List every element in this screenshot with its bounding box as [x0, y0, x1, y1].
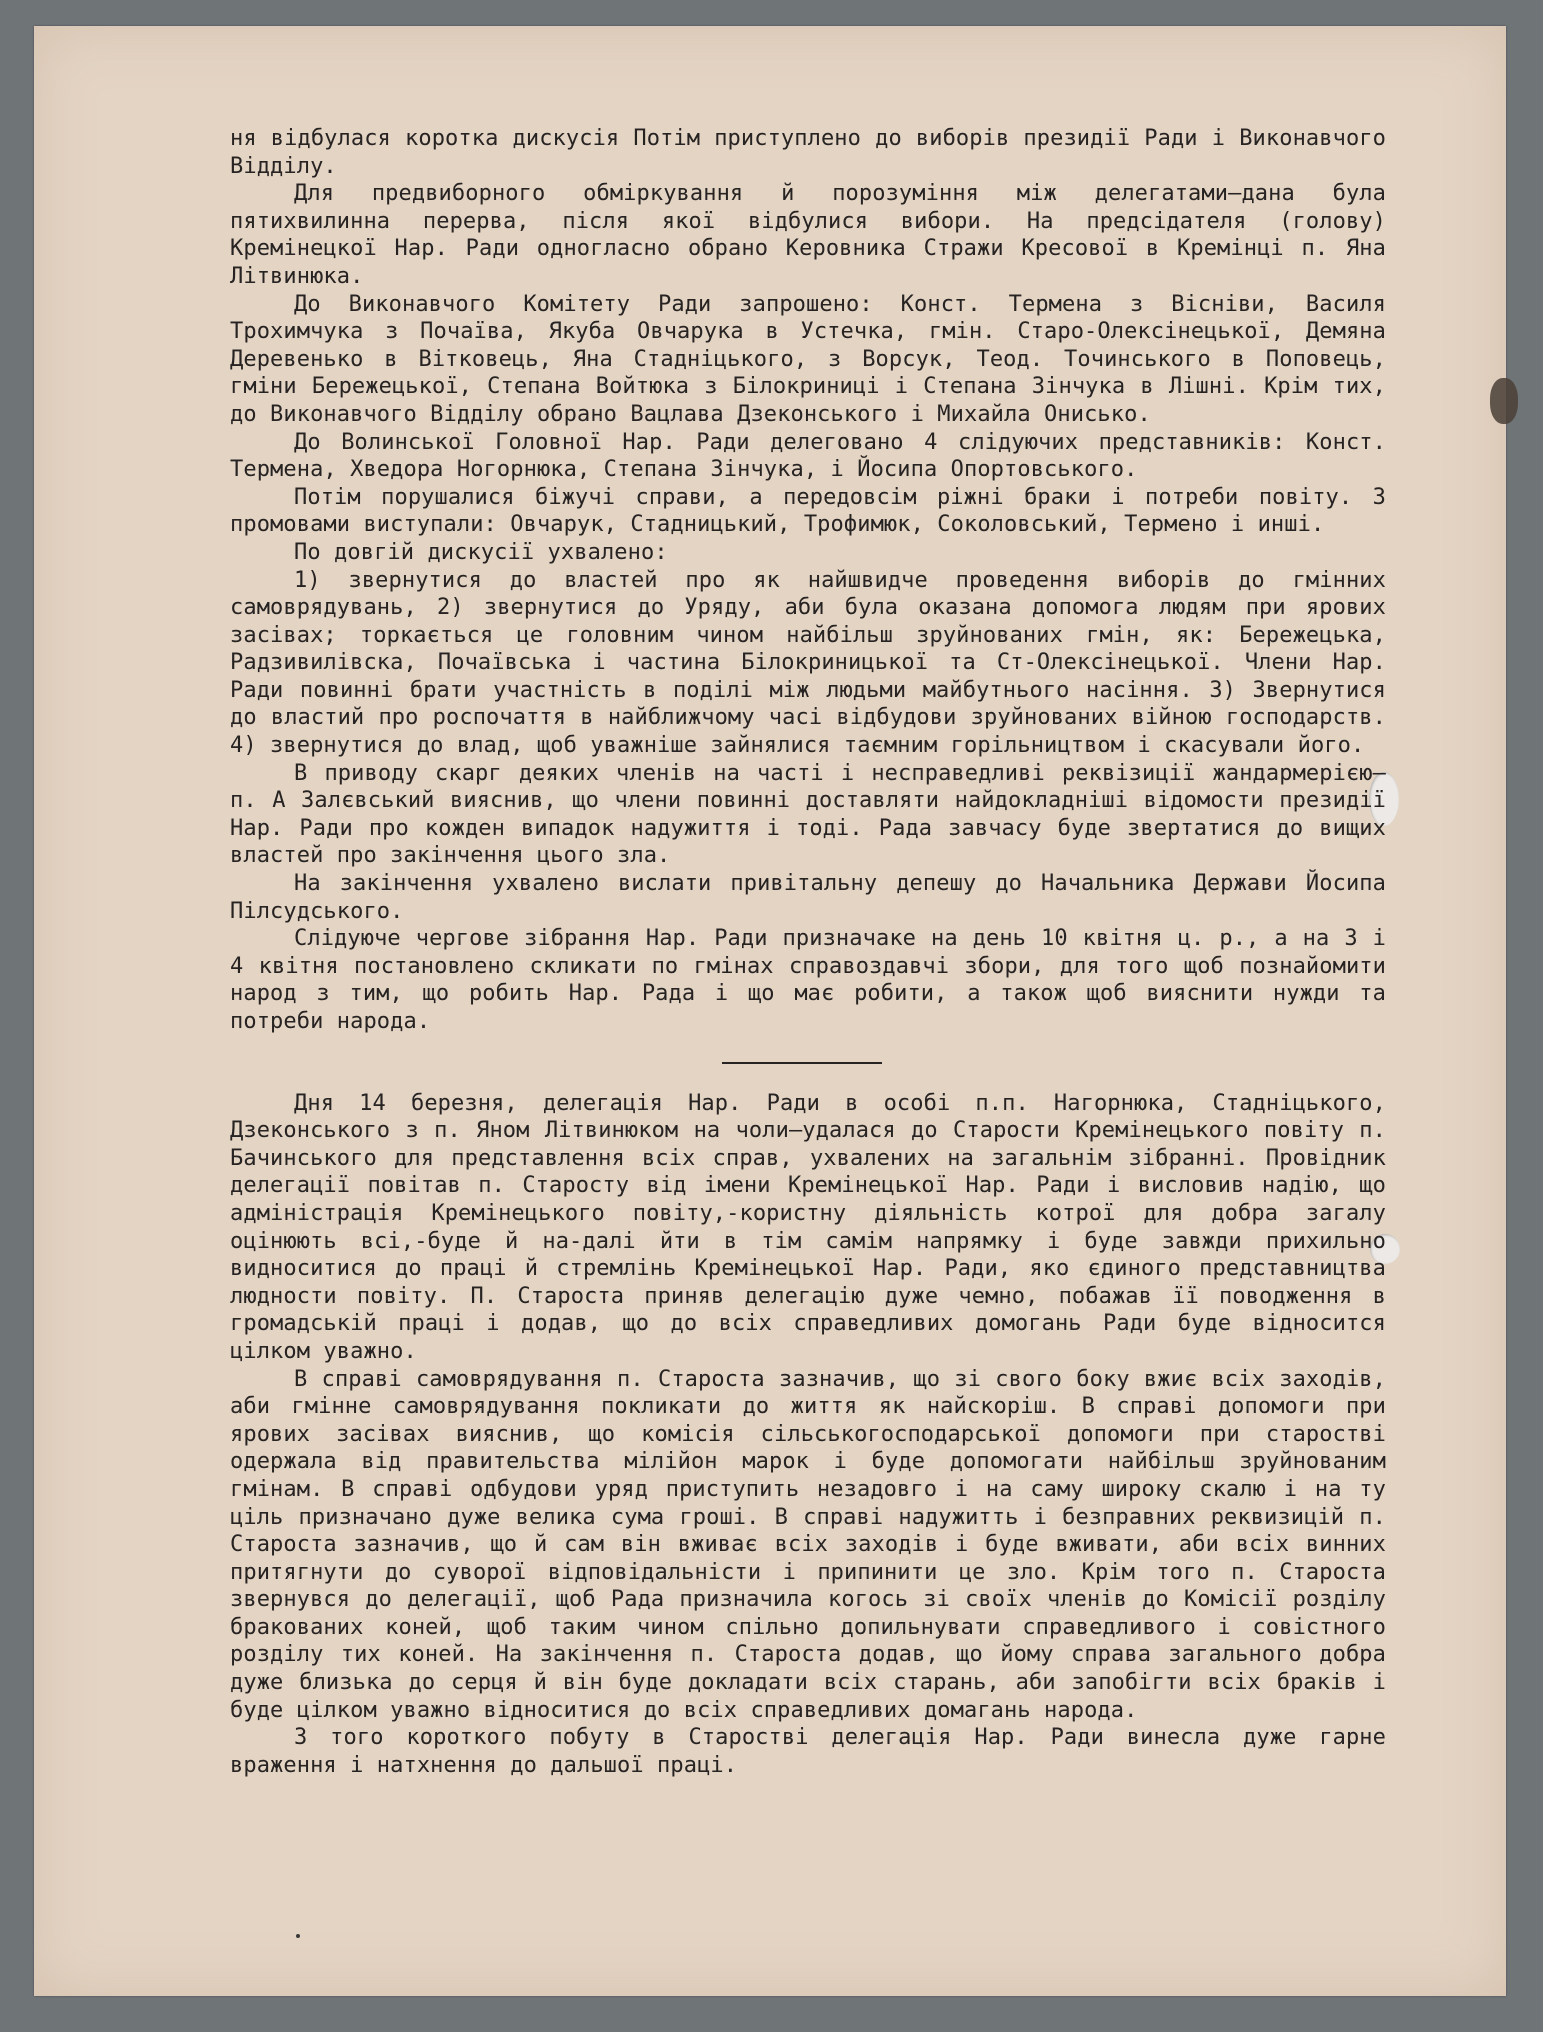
- paragraph-telegram: На закінчення ухвалено вислати привітальну депешу до Начальника Держави Йосипа Пілсудського.: [230, 871, 1386, 924]
- ink-stain: [1490, 378, 1518, 424]
- paragraph-resolved-heading: По довгій дискусії ухвалено:: [294, 539, 668, 565]
- paragraph-election: Для предвиборного обміркування й порозуміння між делегатами—дана була пятихвилинна перерва, після якої відбулися вибори. На предсідателя (голову) Кремінецкої Нар. Ради одногласно обрано Керовника Стражи Кресової в Кремінці п. Яна Літвинюка.: [230, 181, 1386, 289]
- paper-speck: [296, 1934, 300, 1938]
- document-body: [230, 125, 1386, 1779]
- paragraph-current-matters: Потім порушалися біжучі справи, а передовсім ріжні браки і потреби повіту. З промовами виступали: Овчарук, Стадницький, Трофимюк, Соколовський, Термено і инші.: [230, 484, 1386, 538]
- paragraph-resolutions: 1) звернутися до властей про як найшвидче проведення виборів до гмінних самоврядувань, 2) звернутися до Уряду, аби була оказана допомога людям при ярових засівах; торкається це головним чином найбільш зруйнованих гмін, як: Бережецька, Радзивилівска, Почаївська і частина Білокриницької та Ст-Олексінецької. Члени Нар. Ради повинні брати участність в поділі між людьми майбутнього насіння. 3) Звернутися до властий про роспочаття в найближчому часі відбудови зруйнованих війною господарств. 4) звернутися до влад, щоб уважніше зайнялися таємним горільництвом і скасували його.: [230, 567, 1386, 759]
- paragraph-executive-committee: До Виконавчого Комітету Ради запрошено: Конст. Термена з Вісніви, Василя Трохимчука з Почаїва, Якуба Овчарука в Устечка, гмін. Старо-Олексінецької, Демяна Деревенько в Вітковець, Яна Стадніцького, з Ворсук, Теод. Точинського в Поповець, гміни Бережецької, Степана Войтюка з Білокриниці і Степана Зінчука в Лішні. Крім тих, до Виконавчого Відділу обрано Вацлава Дзеконського і Михайла Онисько.: [230, 291, 1386, 427]
- paragraph-delegates: До Волинської Головної Нар. Ради делеговано 4 слідуючих представників: Конст. Термена, Хведора Ногорнюка, Степана Зінчука, і Йосипа Опортовського.: [230, 429, 1386, 483]
- paragraph-requisitions: В приводу скарг деяких членів на часті і несправедливі реквізиції жандармерією— п. А Залєвський вияснив, що члени повинні доставляти найдокладніші відомости президії Нар. Ради про кожден випадок надужиття і тоді. Рада завчасу буде звертатися до вищих властей про закінчення цього зла.: [230, 760, 1386, 869]
- paragraph-starosta-reply: В справі самоврядування п. Староста зазначив, що зі свого боку вжиє всіх заходів, аби гмінне самоврядування покликати до життя як найскоріш. В справі допомоги при ярових засівах вияснив, що комісія сільськогосподарської допомоги при старостві одержала від правительства мілійон марок і буде допомогати найбільш зруйнованим гмінам. В справі одбудови уряд приступить незадовго і на саму широку скалю і на ту ціль призначано дуже велика сума гроші. В справі надужитть і безправних реквизицій п. Староста зазначив, що й сам він вживає всіх заходів і буде вживати, аби всіх винних притягнути до суворої відповідальністи і припинити це зло. Крім того п. Староста звернувся до делегації, щоб Рада призначила когось зі своїх членів до Комісії розділу бракованих коней, щоб таким чином спільно допильнувати справедливого і совістного розділу тих коней. На закінчення п. Староста додав, що йому справа загального добра дуже близька до серця й він буде докладати всіх старань, аби запобігти всіх браків і буде цілком уважно відноситися до всіх справедливих домагань народа.: [230, 1366, 1386, 1723]
- paragraph-continuation: ня відбулася коротка дискусія Потім приступлено до виборів президії Ради і Виконавчого Відділу.: [230, 126, 1386, 179]
- section-divider: [230, 1052, 1386, 1074]
- paragraph-conclusion: З того короткого побуту в Старостві делегація Нар. Ради винесла дуже гарне враження і натхнення до дальшої праці.: [230, 1725, 1386, 1778]
- paragraph-next-meeting: Слідуюче чергове зібрання Нар. Ради призначаке на день 10 квітня ц. р., а на 3 і 4 квітня постановлено скликати по гмінах справоздавчі збори, для того щоб познайомити народ з тим, що робить Нар. Рада і що має робити, а також щоб вияснити нужди та потреби народа.: [230, 926, 1386, 1034]
- paragraph-delegation-visit: Дня 14 березня, делегація Нар. Ради в особі п.п. Нагорнюка, Стадніцького, Дзеконського з п. Яном Літвинюком на чоли—удалася до Старости Кремінецького повіту п. Бачинського для представлення всіх справ, ухвалених на загальнім зібранні. Провідник делегації повітав п. Старосту від імени Кремінецької Нар. Ради і висловив надію, що адміністрація Кремінецького повіту,-користну діяльність котрої для добра загалу оцінюють всі,-буде й на-далі йти в тім самім напрямку і буде завжди прихильно видноситися до праці й стремлінь Кремінецької Нар. Ради, яко єдиного представництва людности повіту. П. Староста приняв делегацію дуже чемно, побажав її поводження в громадській праці і додав, що до всіх справедливих домогань Ради буде відносится цілком уважно.: [230, 1090, 1386, 1364]
